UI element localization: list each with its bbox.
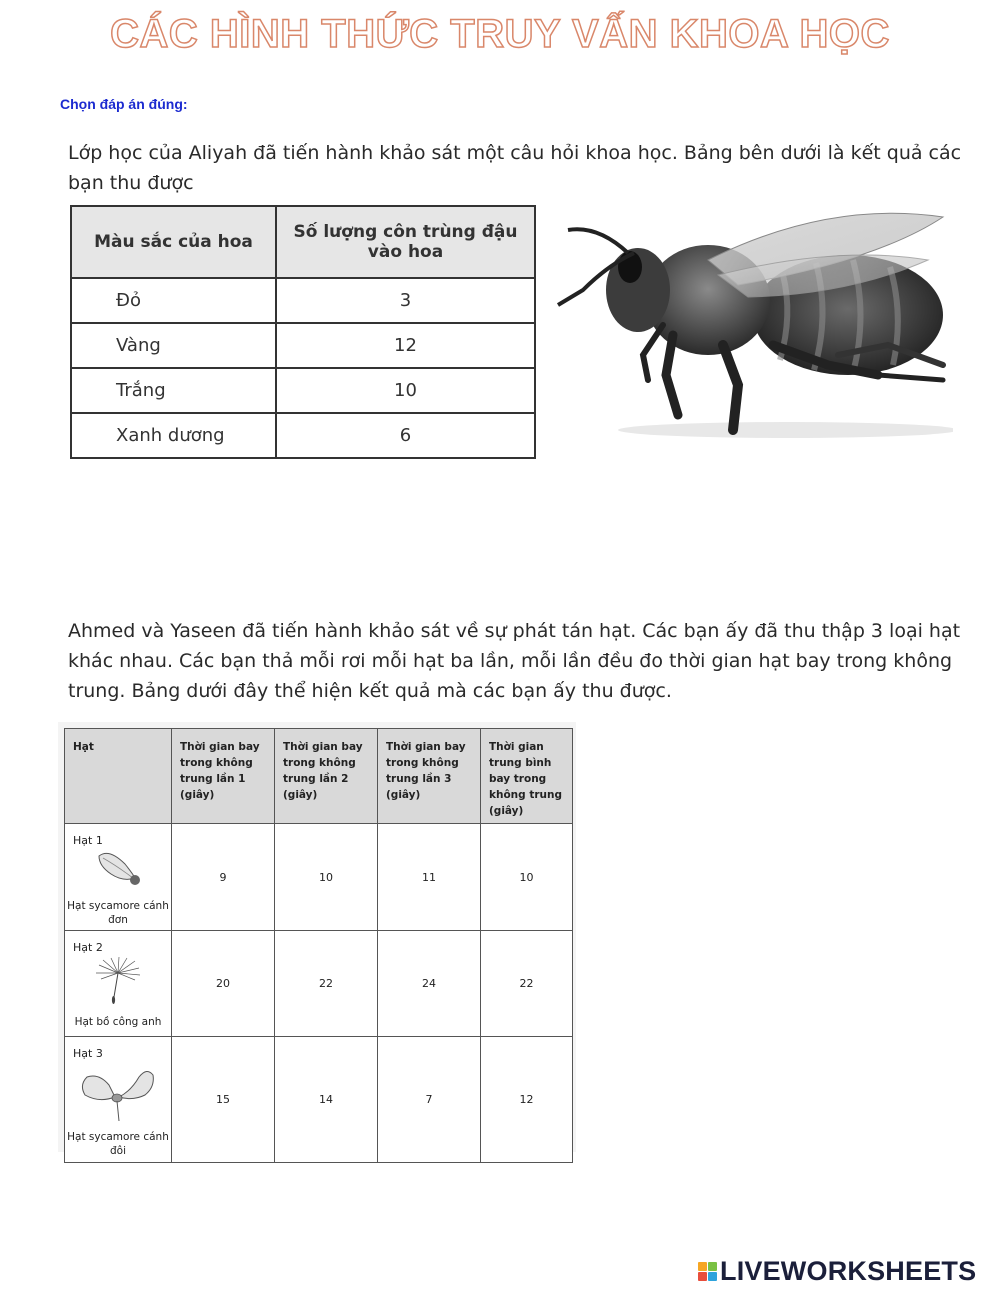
- table-row: [71, 278, 535, 323]
- seed-dispersal-table: [64, 728, 573, 1163]
- column-header: Thời gian bay trong không trung lần 2 (giây): [275, 729, 378, 824]
- table-cell: 10: [276, 368, 535, 413]
- seed-cell: [65, 824, 172, 931]
- table-cell: 9: [172, 824, 275, 931]
- table-row: [71, 323, 535, 368]
- table-cell: 7: [378, 1037, 481, 1163]
- seed-label: Hạt 1: [73, 834, 103, 847]
- column-header: Thời gian bay trong không trung lần 3 (giây): [378, 729, 481, 824]
- logo-square: [698, 1272, 707, 1281]
- dandelion-seed-icon: [93, 957, 143, 1007]
- seed-table-panel: [58, 722, 576, 1157]
- seed-caption: Hạt sycamore cánh đôi: [67, 1131, 169, 1157]
- seed-label: Hạt 2: [73, 941, 103, 954]
- column-header: Thời gian bay trong không trung lần 1 (giây): [172, 729, 275, 824]
- table-cell: 10: [481, 824, 573, 931]
- table-cell: 15: [172, 1037, 275, 1163]
- table-cell: 14: [275, 1037, 378, 1163]
- logo-square: [708, 1262, 717, 1271]
- liveworksheets-logo[interactable]: [698, 1256, 976, 1286]
- table-row: [71, 413, 535, 458]
- table-row: [71, 368, 535, 413]
- table-header-row: [65, 729, 573, 824]
- table-cell: 22: [275, 931, 378, 1037]
- bee-image: [548, 205, 953, 440]
- logo-text: LIVEWORKSHEETS: [720, 1255, 977, 1286]
- table-cell: Trắng: [71, 368, 276, 413]
- seed-caption: Hạt bồ công anh: [74, 1016, 162, 1028]
- table-cell: Vàng: [71, 323, 276, 368]
- column-header: Hạt: [65, 729, 172, 824]
- table-cell: 12: [481, 1037, 573, 1163]
- question1-text: Lớp học của Aliyah đã tiến hành khảo sát một câu hỏi khoa học. Bảng bên dưới là kết quả các bạn thu được: [68, 142, 962, 194]
- table-row: [65, 1037, 573, 1163]
- table-cell: 10: [275, 824, 378, 931]
- instruction-text: Chọn đáp án đúng:: [60, 96, 188, 112]
- flower-insect-table: [70, 205, 536, 459]
- table-cell: 24: [378, 931, 481, 1037]
- table-row: [65, 931, 573, 1037]
- double-wing-sycamore-seed-icon: [79, 1067, 155, 1123]
- column-header: Màu sắc của hoa: [71, 206, 276, 278]
- seed-label: Hạt 3: [73, 1047, 103, 1060]
- question2-text: Ahmed và Yaseen đã tiến hành khảo sát về sự phát tán hạt. Các bạn ấy đã thu thập 3 loại hạt khác nhau. Các bạn thả mỗi rơi mỗi hạt ba lần, mỗi lần đều đo thời gian hạt bay trong không trung. Bảng dưới đây thể hiện kết quả mà các bạn ấy thu được.: [68, 620, 961, 702]
- logo-square: [698, 1262, 707, 1271]
- seed-cell: [65, 931, 172, 1037]
- table-cell: 3: [276, 278, 535, 323]
- table-cell: 6: [276, 413, 535, 458]
- single-wing-sycamore-seed-icon: [95, 850, 143, 890]
- table-cell: Xanh dương: [71, 413, 276, 458]
- table-cell: 22: [481, 931, 573, 1037]
- table-cell: 12: [276, 323, 535, 368]
- table-cell: 20: [172, 931, 275, 1037]
- table-row: [65, 824, 573, 931]
- logo-square: [708, 1272, 717, 1281]
- table-cell: 11: [378, 824, 481, 931]
- page-title: CÁC HÌNH THỨC TRUY VẤN KHOA HỌC: [110, 12, 890, 56]
- seed-cell: [65, 1037, 172, 1163]
- column-header: Số lượng côn trùng đậu vào hoa: [276, 206, 535, 278]
- column-header: Thời gian trung bình bay trong không trung (giây): [481, 729, 573, 824]
- table-header-row: [71, 206, 535, 278]
- seed-caption: Hạt sycamore cánh đơn: [67, 900, 169, 926]
- table-cell: Đỏ: [71, 278, 276, 323]
- logo-mark-icon: [698, 1262, 717, 1281]
